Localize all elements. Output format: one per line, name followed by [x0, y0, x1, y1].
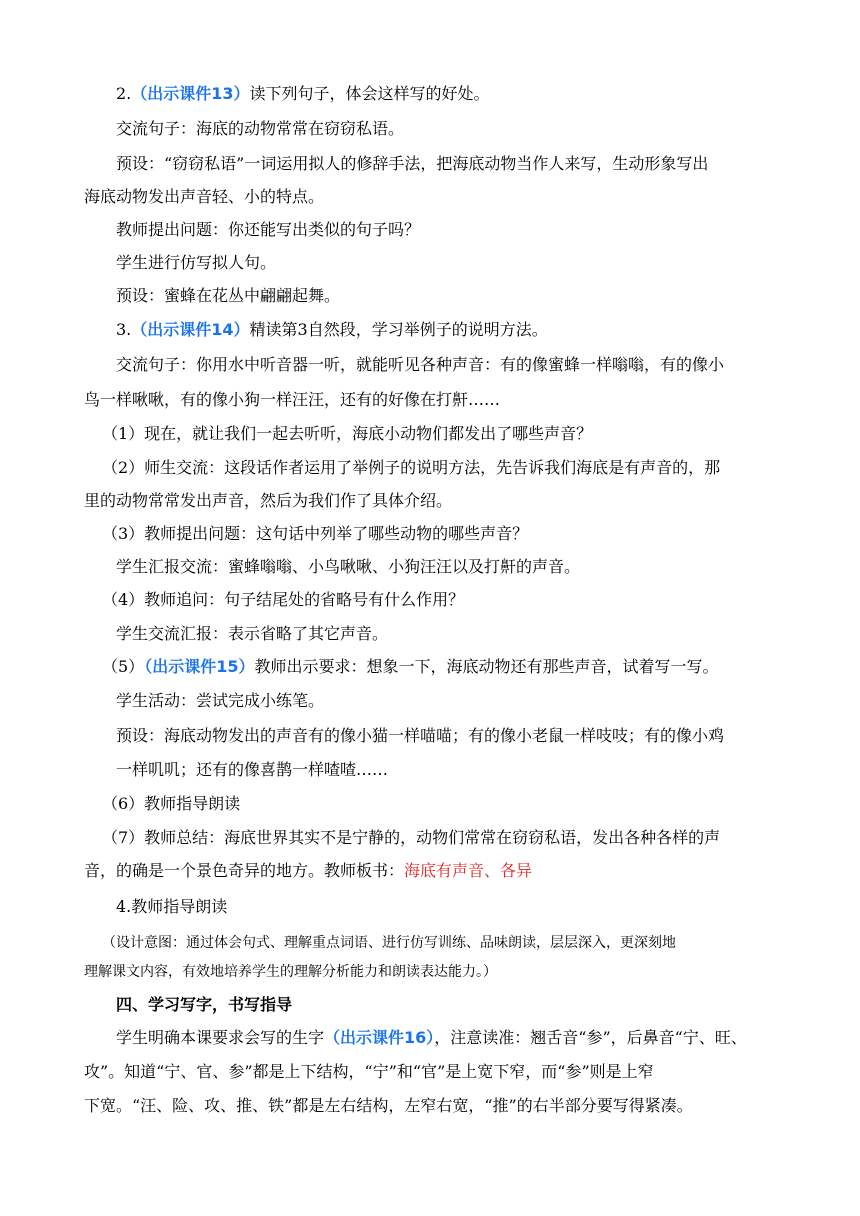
paragraph-line: 下宽。“汪、险、攻、推、铁”都是左右结构，左窄右宽，“推”的右半部分要写得紧凑。 — [84, 1096, 693, 1115]
paragraph-line: 教师提出问题：你还能写出类似的句子吗？ — [116, 220, 421, 239]
line-prefix: 2. — [116, 84, 132, 103]
paragraph-line: （1）现在，就让我们一起去听听，海底小动物们都发出了哪些声音？ — [102, 424, 593, 443]
paragraph-line — [84, 861, 532, 881]
paragraph-line: 交流句子：海底的动物常常在窃窃私语。 — [116, 119, 405, 138]
paragraph-line: （7）教师总结：海底世界其实不是宁静的，动物们常常在窃窃私语，发出各种各样的声 — [102, 828, 721, 847]
line-text: 音，的确是一个景色奇异的地方。教师板书： — [84, 861, 405, 880]
paragraph-line: 预设：“窃窃私语”一词运用拟人的修辞手法，把海底动物当作人来写，生动形象写出 — [116, 154, 709, 173]
paragraph-line: 4.教师指导朗读 — [116, 897, 228, 916]
paragraph-line: 海底动物发出声音轻、小的特点。 — [84, 187, 325, 206]
courseware-ref: （出示课件15） — [144, 657, 255, 676]
paragraph-line: 预设：海底动物发出的声音有的像小猫一样喵喵；有的像小老鼠一样吱吱；有的像小鸡 — [116, 726, 725, 745]
paragraph-line: 交流句子：你用水中听音器一听，就能听见各种声音：有的像蜜蜂一样嗡嗡，有的像小 — [116, 355, 725, 374]
line-text: 教师出示要求：想象一下，海底动物还有那些声音，试着写一写。 — [254, 657, 719, 676]
paragraph-line: （6）教师指导朗读 — [102, 794, 241, 813]
courseware-ref: （出示课件16） — [324, 1028, 435, 1047]
blackboard-note: 海底有声音、各异 — [404, 861, 533, 880]
line-text: ，注意读准：翘舌音“参”，后鼻音“宁、旺、 — [434, 1028, 747, 1047]
paragraph-line: 里的动物常常发出声音，然后为我们作了具体介绍。 — [84, 491, 453, 510]
paragraph-line: 学生汇报交流：蜜蜂嗡嗡、小鸟啾啾、小狗汪汪以及打鼾的声音。 — [116, 557, 581, 576]
design-intent-line: 理解课文内容，有效地培养学生的理解分析能力和朗读表达能力。） — [84, 964, 497, 980]
section-heading: 四、学习写字，书写指导 — [116, 995, 293, 1014]
paragraph-line: 攻”。知道“宁、官、参”都是上下结构，“宁”和“官”是上宽下窄，而“参”则是上窄 — [84, 1062, 654, 1081]
paragraph-line — [116, 320, 548, 340]
paragraph-line: （2）师生交流：这段话作者运用了举例子的说明方法，先告诉我们海底是有声音的，那 — [102, 458, 721, 477]
line-text: 学生明确本课要求会写的生字 — [116, 1028, 325, 1047]
paragraph-line — [116, 1028, 747, 1048]
paragraph-line: 学生活动：尝试完成小练笔。 — [116, 691, 325, 710]
line-prefix: （5） — [102, 657, 145, 676]
design-intent-line: （设计意图：通过体会句式、理解重点词语、进行仿写训练、品味朗读，层层深入，更深刻地 — [102, 935, 676, 951]
paragraph-line: （4）教师追问：句子结尾处的省略号有什么作用？ — [102, 590, 465, 609]
line-text: 精读第3自然段，学习举例子的说明方法。 — [249, 320, 548, 339]
paragraph-line: 鸟一样啾啾，有的像小狗一样汪汪，还有的好像在打鼾…… — [84, 390, 501, 409]
line-text: 读下列句子，体会这样写的好处。 — [249, 84, 490, 103]
paragraph-line: （3）教师提出问题：这句话中列举了哪些动物的哪些声音？ — [102, 524, 529, 543]
paragraph-line: 一样叽叽；还有的像喜鹊一样喳喳…… — [116, 760, 389, 779]
courseware-ref: （出示课件14） — [131, 320, 250, 339]
paragraph-line: 预设：蜜蜂在花丛中翩翩起舞。 — [116, 286, 341, 305]
courseware-ref: （出示课件13） — [131, 84, 250, 103]
paragraph-line — [102, 657, 718, 677]
paragraph-line: 学生交流汇报：表示省略了其它声音。 — [116, 624, 389, 643]
paragraph-line — [116, 84, 490, 104]
line-prefix: 3. — [116, 320, 132, 339]
paragraph-line: 学生进行仿写拟人句。 — [116, 253, 277, 272]
